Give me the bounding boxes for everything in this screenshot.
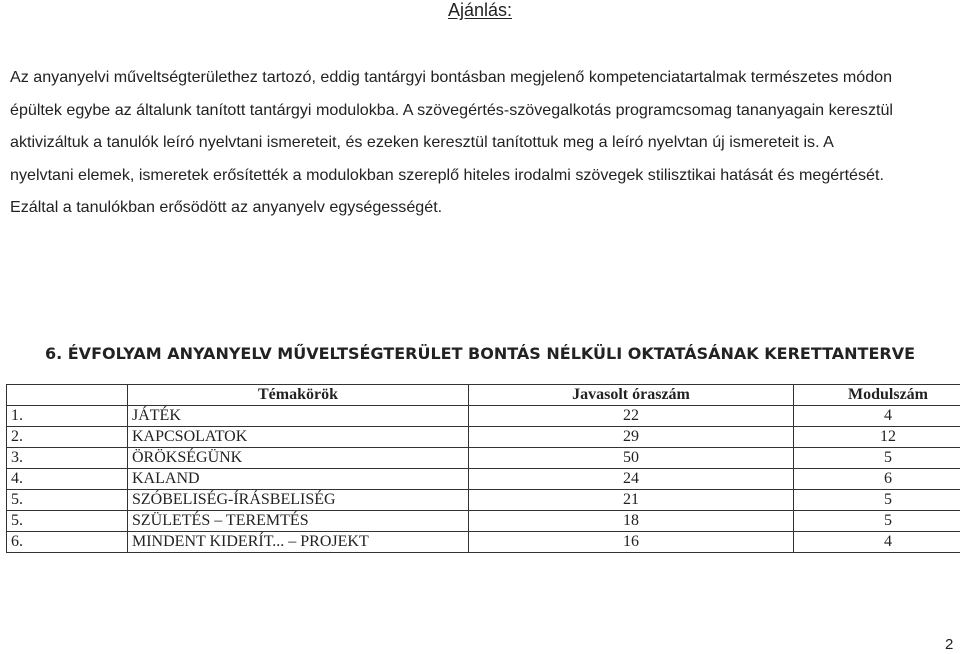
row-hours: 21 — [469, 490, 794, 511]
header-hours: Javasolt óraszám — [469, 385, 794, 406]
row-hours: 29 — [469, 427, 794, 448]
table-row — [7, 490, 960, 511]
row-topic: ÖRÖKSÉGÜNK — [128, 448, 469, 469]
row-modules: 4 — [794, 532, 960, 553]
intro-line: Ezáltal a tanulókban erősödött az anyanyelv egységességét. — [10, 198, 443, 216]
header-modules: Modulszám — [794, 385, 960, 406]
table-row — [7, 511, 960, 532]
row-number: 3. — [7, 448, 128, 469]
row-modules: 6 — [794, 469, 960, 490]
row-modules: 5 — [794, 448, 960, 469]
row-topic: SZÓBELISÉG-ÍRÁSBELISÉG — [128, 490, 469, 511]
intro-line: Az anyanyelvi műveltségterülethez tartozó, eddig tantárgyi bontásban megjelenő kompetenciatartalmak természetes módon — [10, 68, 893, 86]
intro-line: aktivizáltuk a tanulók leíró nyelvtani ismereteit, és ezeken keresztül tanítottuk meg a leíró nyelvtan új ismereteit is. A — [10, 133, 834, 151]
header-number — [7, 385, 128, 406]
heading-text: Ajánlás: — [447, 0, 513, 20]
row-modules: 5 — [794, 490, 960, 511]
row-number: 4. — [7, 469, 128, 490]
table-row — [7, 427, 960, 448]
row-hours: 50 — [469, 448, 794, 469]
row-modules: 12 — [794, 427, 960, 448]
row-topic: KALAND — [128, 469, 469, 490]
row-number: 6. — [7, 532, 128, 553]
intro-line: épültek egybe az általunk tanított tantárgyi modulokba. A szövegértés-szövegalkotás programcsomag tananyagain keresztül — [10, 100, 893, 119]
header-topics: Témakörök — [128, 385, 469, 406]
intro-line: nyelvtani elemek, ismeretek erősítették a modulokban szereplő hiteles irodalmi szövegek stilisztikai hatását és megértését. — [10, 165, 884, 184]
row-topic: KAPCSOLATOK — [128, 427, 469, 448]
page-heading — [0, 0, 960, 22]
table-row — [7, 469, 960, 490]
row-modules: 5 — [794, 511, 960, 532]
curriculum-table — [6, 384, 960, 553]
intro-paragraph — [10, 61, 960, 224]
row-modules: 4 — [794, 406, 960, 427]
row-topic: SZÜLETÉS – TEREMTÉS — [128, 511, 469, 532]
page-number: 2 — [945, 636, 954, 653]
row-hours: 16 — [469, 532, 794, 553]
section-title: 6. ÉVFOLYAM ANYANYELV MŰVELTSÉGTERÜLET BONTÁS NÉLKÜLI OKTATÁSÁNAK KERETTANTERVE — [44, 344, 916, 363]
row-hours: 24 — [469, 469, 794, 490]
row-hours: 22 — [469, 406, 794, 427]
row-number: 2. — [7, 427, 128, 448]
table-header-row — [7, 385, 960, 406]
row-topic: MINDENT KIDERÍT... – PROJEKT — [128, 532, 469, 553]
table-row — [7, 448, 960, 469]
row-hours: 18 — [469, 511, 794, 532]
row-number: 5. — [7, 490, 128, 511]
table-row — [7, 532, 960, 553]
table-row — [7, 406, 960, 427]
row-number: 5. — [7, 511, 128, 532]
row-number: 1. — [7, 406, 128, 427]
row-topic: JÁTÉK — [128, 406, 469, 427]
